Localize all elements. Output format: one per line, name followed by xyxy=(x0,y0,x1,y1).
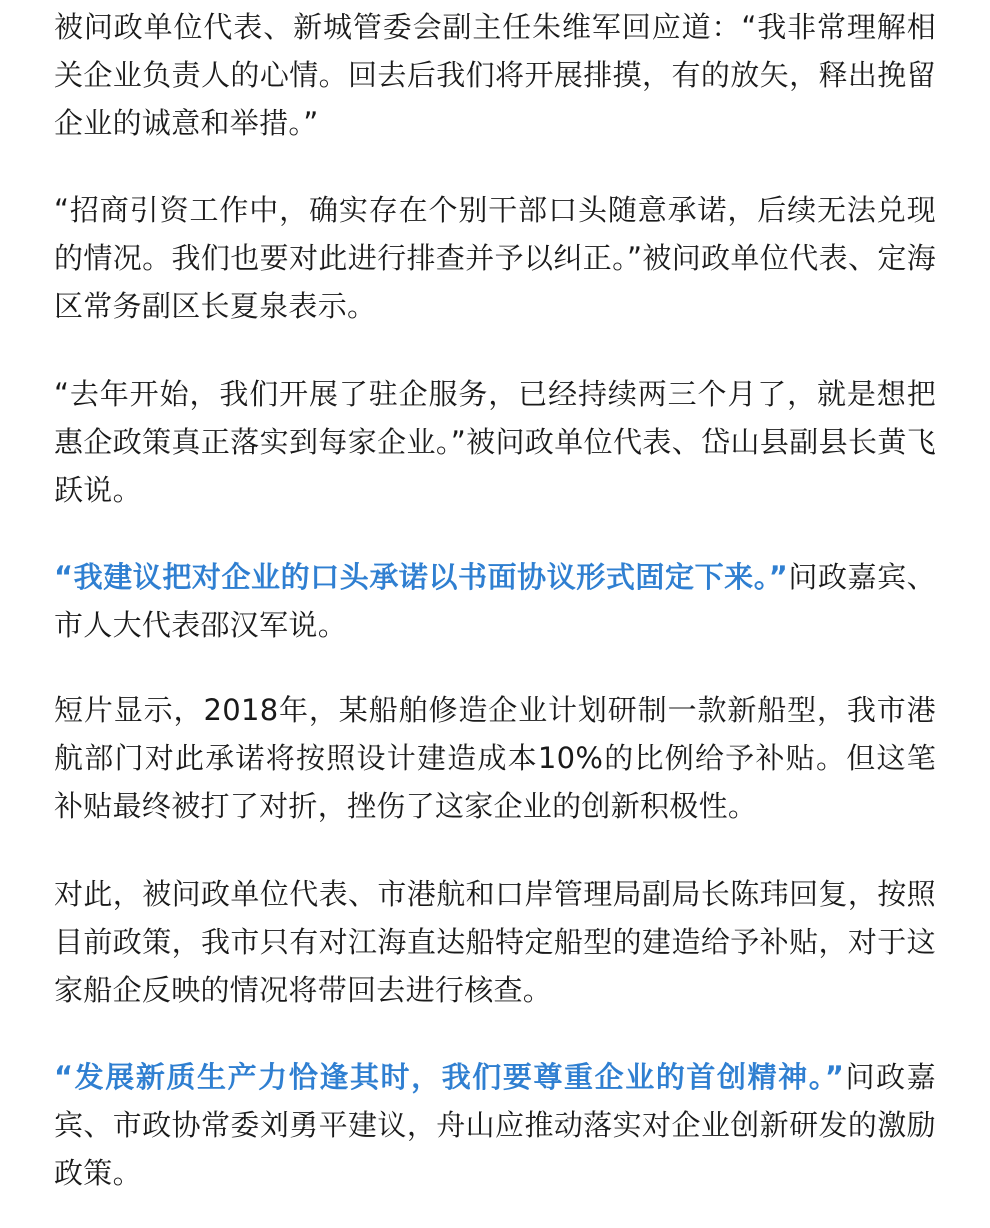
paragraph-chen-wei-reply: 对此，被问政单位代表、市港航和口岸管理局副局长陈玮回复，按照目前政策，我市只有对江海直达船特定船型的建造给予补贴，对于这家船企反映的情况将带回去进行核查。 xyxy=(54,877,936,1007)
paragraph-xia-quan-statement: “招商引资工作中，确实存在个别干部口头随意承诺，后续无法兑现的情况。我们也要对此进行排查并予以纠正。”被问政单位代表、定海区常务副区长夏泉表示。 xyxy=(54,193,936,323)
highlighted-quote: “发展新质生产力恰逢其时，我们要尊重企业的首创精神。” xyxy=(54,1060,845,1094)
paragraph-shao-hanjun-suggestion xyxy=(54,553,936,649)
paragraph-huang-feiyue-statement: “去年开始，我们开展了驻企服务，已经持续两三个月了，就是想把惠企政策真正落实到每家企业。”被问政单位代表、岱山县副县长黄飞跃说。 xyxy=(54,377,936,507)
highlighted-quote: “我建议把对企业的口头承诺以书面协议形式固定下来。” xyxy=(54,560,789,594)
quote-attribution: 问政嘉宾、市人大代表邵汉军说。 xyxy=(54,560,936,642)
paragraph-shipbuilding-subsidy: 短片显示，2018年，某船舶修造企业计划研制一款新船型，我市港航部门对此承诺将按照设计建造成本10%的比例给予补贴。但这笔补贴最终被打了对折，挫伤了这家企业的创新积极性。 xyxy=(54,693,936,823)
quote-attribution: 问政嘉宾、市政协常委刘勇平建议，舟山应推动落实对企业创新研发的激励政策。 xyxy=(54,1060,936,1190)
paragraph-zhu-weijun-response: 被问政单位代表、新城管委会副主任朱维军回应道：“我非常理解相关企业负责人的心情。回去后我们将开展排摸，有的放矢，释出挽留企业的诚意和举措。” xyxy=(54,10,936,140)
paragraph-liu-yongping-suggestion xyxy=(54,1053,936,1197)
